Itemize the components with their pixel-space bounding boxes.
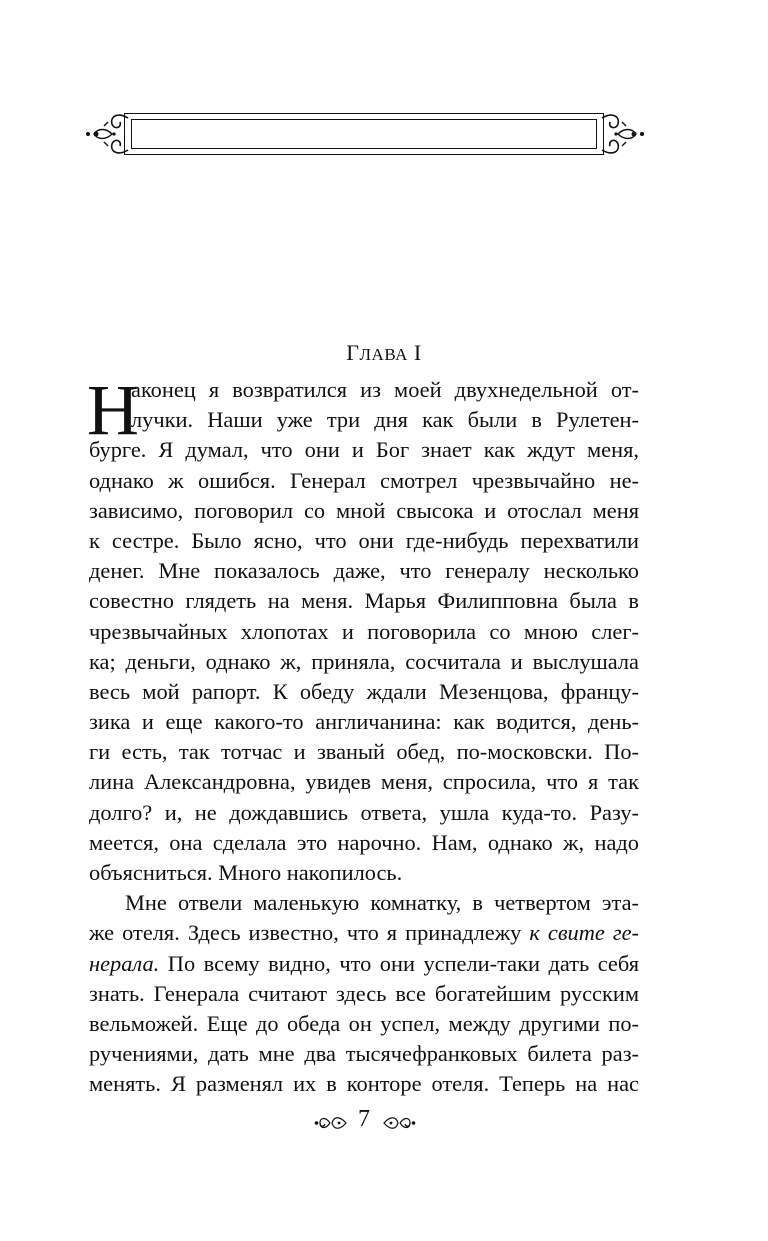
text-line: денег. Мне показалось даже, что генералу несколько (89, 558, 639, 584)
drop-cap: Н (87, 370, 139, 450)
text-line: ги есть, так тотчас и званый обед, по-московски. По- (89, 739, 639, 765)
flourish-left-icon (314, 1112, 348, 1134)
text-line: бурге. Я думал, что они и Бог знает как ждут меня, (89, 437, 639, 463)
text-line: зависимо, поговорил со мной свысока и отослал меня (89, 497, 639, 523)
text-line: меется, она сделала это нарочно. Нам, однако ж, надо (89, 829, 639, 855)
header-ornament-frame (84, 108, 646, 160)
chapter-number: I (413, 340, 422, 365)
text-line (89, 949, 639, 979)
body-text (87, 370, 639, 1100)
text-line: чрезвычайных хлопотах и поговорила со мною слег- (89, 618, 639, 644)
text-line: аконец я возвратился из моей двухнедельной от- (131, 377, 639, 402)
header-frame-inner (131, 119, 597, 149)
text-line: вельможей. Еще до обеда он успел, между другими по- (89, 1010, 639, 1036)
text-line: однако ж ошибся. Генерал смотрел чрезвычайно не- (89, 467, 639, 493)
page-number: 7 (358, 1106, 370, 1132)
scroll-ornament-right-icon (598, 108, 646, 160)
text-fragment: же отеля. Здесь известно, что я принадлежу (89, 920, 530, 946)
text-line: весь мой рапорт. К обеду ждали Мезенцова, францу- (89, 678, 639, 704)
text-line (89, 918, 639, 948)
italic-fragment: к свите ге- (529, 920, 639, 946)
chapter-title-smallcaps: ЛАВА (359, 345, 408, 364)
text-line: совестно глядеть на меня. Марья Филипповна была в (89, 588, 639, 614)
text-line: знать. Генерала считают здесь все богатейшим русским (89, 980, 639, 1006)
text-line: зика и еще какого-то англичанина: как водится, день- (89, 709, 639, 735)
text-line: к сестре. Было ясно, что они где-нибудь перехватили (89, 527, 639, 553)
text-line: ка; деньги, однако ж, приняла, сосчитала и выслушала (89, 648, 639, 674)
text-line: менять. Я разменял их в конторе отеля. Теперь на нас (89, 1071, 639, 1097)
italic-fragment: нерала. (89, 950, 160, 976)
text-line: ручениями, дать мне два тысячефранковых билета раз- (89, 1041, 639, 1067)
text-line: объясниться. Много накопилось. (89, 860, 403, 885)
text-line: долго? и, не дождавшись ответа, ушла куда-то. Разу- (89, 799, 639, 825)
chapter-title (0, 340, 768, 366)
chapter-title-initial: Г (346, 340, 360, 365)
page-folio (0, 1104, 768, 1140)
text-fragment: По всему видно, что они успели-таки дать себя (159, 950, 639, 976)
text-line: лучки. Наши уже три дня как были в Рулетен- (131, 407, 639, 433)
text-line: лина Александровна, увидев меня, спросила, что я так (89, 769, 639, 795)
flourish-right-icon (382, 1112, 416, 1134)
text-line: Мне отвели маленькую комнатку, в четвертом эта- (125, 890, 639, 916)
